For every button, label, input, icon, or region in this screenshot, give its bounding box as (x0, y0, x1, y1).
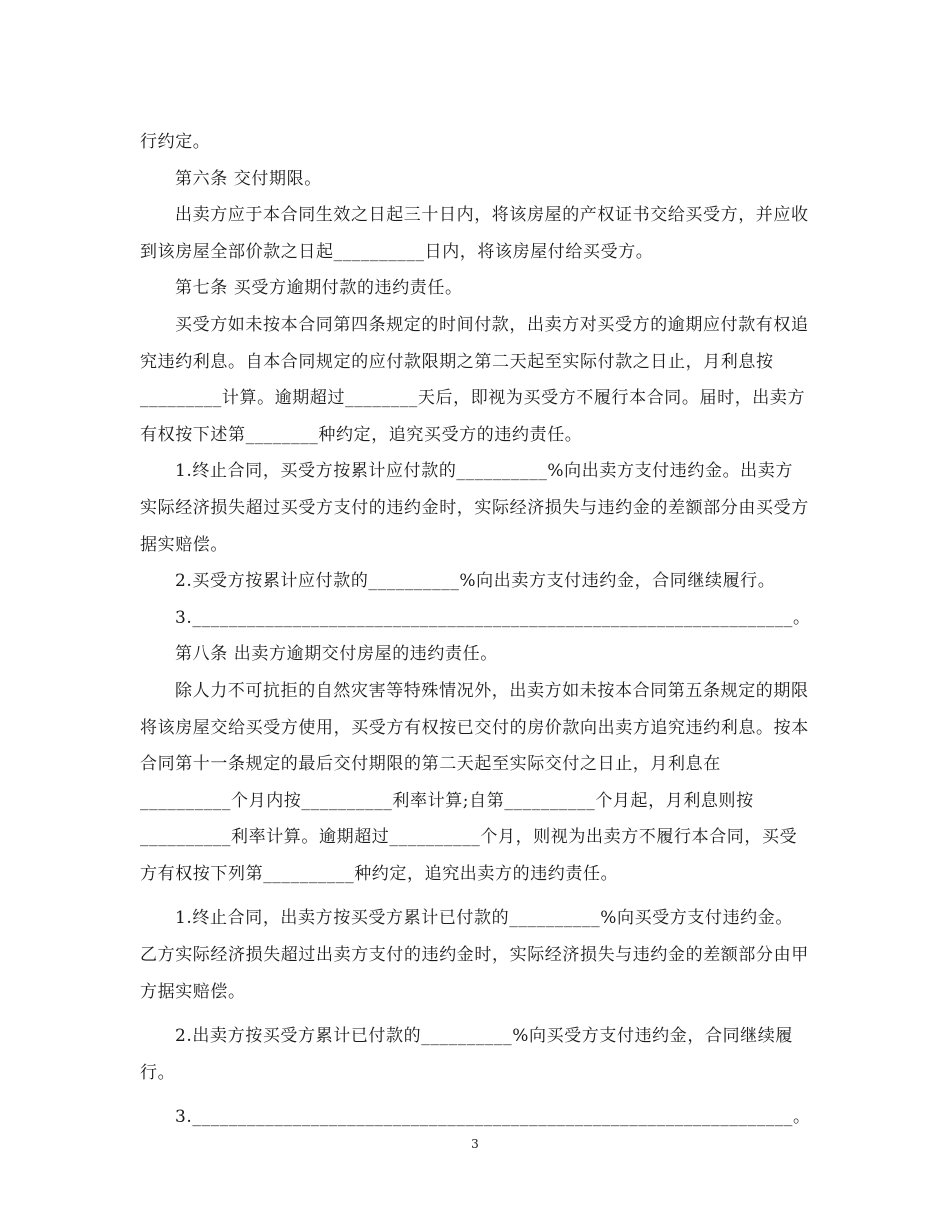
paragraph-continuation: 行约定。 (140, 132, 211, 152)
article-8-clause-2: 2.出卖方按买受方累计已付款的__________%向买受方支付违约金，合同继续履行。 (140, 1026, 793, 1083)
contract-body (140, 124, 810, 1136)
article-7-heading: 第七条 买受方逾期付款的违约责任。 (175, 278, 463, 299)
article-7-body: 买受方如未按本合同第四条规定的时间付款，出卖方对买受方的逾期应付款有权追究违约利息。自本合同规定的应付款限期之第二天起至实际付款之日止，月利息按_________计算。逾期超过________天后，即视为买受方不履行本合同。届时，出卖方有权按下述第________种约定，追究买受方的违约责任。 (140, 314, 809, 445)
page-number: 3 (471, 1137, 479, 1151)
article-7-clause-3: 3.__________________________________________________________________。 (175, 607, 811, 628)
article-8-clause-3: 3.__________________________________________________________________。 (175, 1107, 811, 1128)
article-7-clause-1: 1.终止合同，买受方按累计应付款的__________%向出卖方支付违约金。出卖方实际经济损失超过买受方支付的违约金时，实际经济损失与违约金的差额部分由买受方据实赔偿。 (140, 461, 809, 555)
article-6-heading: 第六条 交付期限。 (175, 168, 322, 189)
article-7-clause-2: 2.买受方按累计应付款的__________%向出卖方支付违约金，合同继续履行。 (175, 571, 776, 592)
article-8-heading: 第八条 出卖方逾期交付房屋的违约责任。 (175, 644, 498, 665)
article-8-body: 除人力不可抗拒的自然灾害等特殊情况外，出卖方如未按本合同第五条规定的期限将该房屋交给买受方使用，买受方有权按已交付的房价款向出卖方追究违约利息。按本合同第十一条规定的最后交付期限的第二天起至实际交付之日止，月利息在__________个月内按__________利率计算;自第__________个月起，月利息则按__________利率计算。逾期超过__________个月，则视为出卖方不履行本合同，买受方有权按下列第__________种约定，追究出卖方的违约责任。 (140, 680, 809, 884)
article-8-clause-1: 1.终止合同，出卖方按买受方累计已付款的__________%向买受方支付违约金。乙方实际经济损失超过出卖方支付的违约金时，实际经济损失与违约金的差额部分由甲方据实赔偿。 (140, 908, 809, 1002)
article-6-body: 出卖方应于本合同生效之日起三十日内，将该房屋的产权证书交给买受方，并应收到该房屋全部价款之日起__________日内，将该房屋付给买受方。 (140, 205, 809, 262)
